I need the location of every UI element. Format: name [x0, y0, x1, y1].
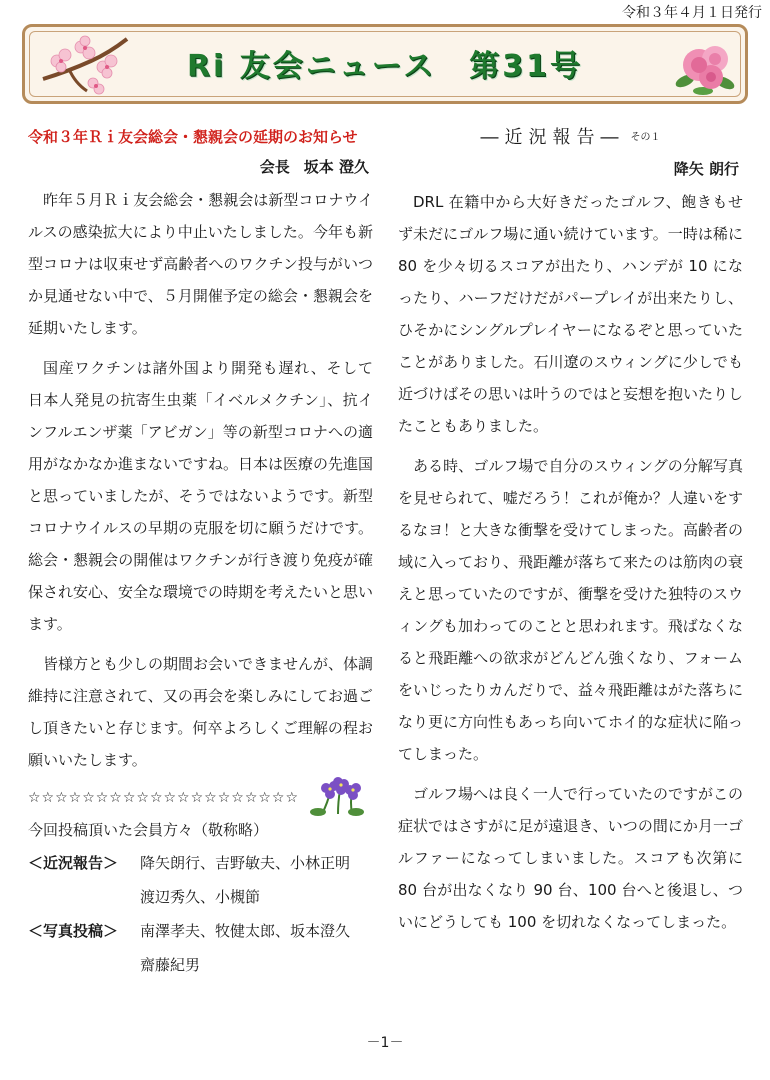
- notice-byline: [28, 156, 373, 178]
- contributor-category: ＜近況報告＞: [28, 854, 119, 872]
- newsletter-banner: [22, 24, 748, 104]
- author-role: 会長: [259, 158, 290, 176]
- issue-date: 令和３年４月１日発行: [622, 5, 762, 21]
- violet-flower-icon: [308, 774, 366, 818]
- contributor-names: [140, 846, 350, 914]
- report-title: [398, 126, 743, 150]
- report-author: 降矢 朗行: [673, 160, 739, 178]
- notice-paragraph: 国産ワクチンは諸外国より開発も遅れ、そして日本人発見の抗寄生虫薬「イベルメクチン」、抗インフルエンザ薬「アビガン」等の新型コロナへの適用がなかなか進まないですね。日本は医療の先進国と思っていましたが、そうではないようです。新型コロナウイルスの早期の克服を切に願うだけです。総会・懇親会の開催はワクチンが行き渡り免疫が確保され安心、安全な環境での時期を考えたいと思います。: [28, 359, 374, 633]
- notice-column: [28, 126, 373, 982]
- contributors-heading: 今回投稿頂いた会員方々（敬称略）: [28, 821, 269, 839]
- report-paragraph: DRL 在籍中から大好きだったゴルフ、飽きもせず未だにゴルフ場に通い続けています。一時は稀に 80 を少々切るスコアが出たり、ハンデが 10 になったり、ハーフだけだがパープレイが出来たりし、ひそかにシングルプレイヤーになるぞと思っていたことがありました。石川遼のスウィングに少しでも近づけばその思いは叶うのではと妄想を抱いたりしたこともありました。: [398, 193, 744, 435]
- notice-paragraph: 皆様方とも少しの期間お会いできませんが、体調維持に注意されて、又の再会を楽しみにしてお過ごし頂きたいと存じます。何卒よろしくご理解の程お願いいたします。: [28, 655, 374, 769]
- author-name: 坂本 澄久: [303, 158, 369, 176]
- star-divider: ☆☆☆☆☆☆☆☆☆☆☆☆☆☆☆☆☆☆☆☆: [28, 790, 300, 806]
- notice-paragraph: 昨年５月Ｒｉ友会総会・懇親会は新型コロナウイルスの感染拡大により中止いたしました。今年も新型コロナは収束せず高齢者へのワクチン投与がいつか見通せない中で、５月開催予定の総会・懇親会を延期いたします。: [28, 191, 373, 337]
- contributor-category: ＜写真投稿＞: [28, 922, 119, 940]
- report-paragraph: ゴルフ場へは良く一人で行っていたのですがこの症状ではさすがに足が遠退き、いつの間にか月一ゴルファーになってしまいました。スコアも次第に 80 台が出なくなり 90 台、100 台へと後退し、ついにどうしても 100 を切れなくなってしまった。: [398, 785, 744, 931]
- report-column: [398, 126, 743, 938]
- contributor-names-line: 南澤孝夫、牧健太郎、坂本澄久: [140, 922, 351, 940]
- contributor-names-line: 降矢朗行、吉野敏夫、小林正明: [140, 854, 351, 872]
- contributor-names-line: 渡辺秀久、小槻節: [140, 888, 261, 906]
- contributor-names: [140, 914, 350, 982]
- rose-flower-icon: [673, 33, 737, 97]
- contributor-row: [28, 846, 373, 914]
- page-number: －1－: [366, 1035, 404, 1051]
- notice-title: 令和３年Ｒｉ友会総会・懇親会の延期のお知らせ: [28, 128, 358, 146]
- contributor-row: [28, 914, 373, 982]
- report-paragraph: ある時、ゴルフ場で自分のスウィングの分解写真を見せられて、嘘だろう！これが俺か？人違いをするなヨ！と大きな衝撃を受けてしまった。高齢者の域に入っており、飛距離が落ちて来たのは筋肉の衰えと思っていたのですが、衝撃を受けた独特のスウィングも加わってのことと思われます。飛ばなくなると飛距離への欲求がどんどん強くなり、フォームをいじったりカんだりで、益々飛距離はがた落ちになり更に方向性もあっち向いてホイ的な症状に陥ってしまった。: [398, 457, 744, 763]
- report-title-text: ―近況報告―: [480, 127, 625, 148]
- report-part: その１: [630, 132, 661, 143]
- contributor-names-line: 齋藤紀男: [140, 956, 201, 974]
- newsletter-title: Ri 友会ニュース 第31号: [186, 49, 584, 84]
